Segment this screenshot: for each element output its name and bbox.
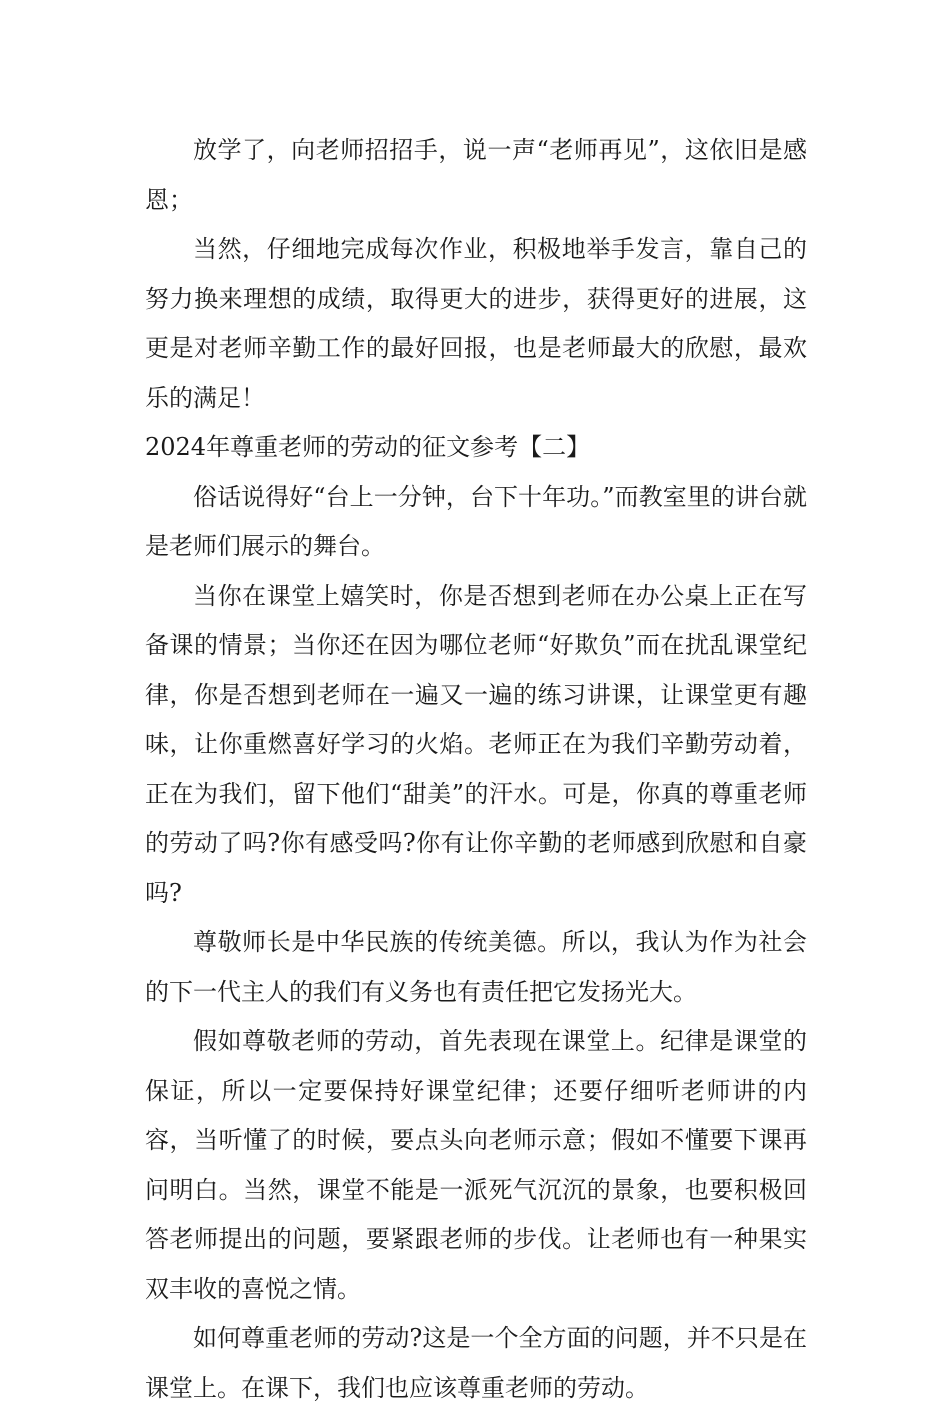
paragraph-classroom: 当你在课堂上嬉笑时，你是否想到老师在办公桌上正在写备课的情景；当你还在因为哪位老师“好欺负”而在扰乱课堂纪律，你是否想到老师在一遍又一遍的练习讲课，让课堂更有趣味，让你重燃喜好学习的火焰。老师正在为我们辛勤劳动着，正在为我们，留下他们“甜美”的汗水。可是，你真的尊重老师的劳动了吗?你有感受吗?你有让你辛勤的老师感到欣慰和自豪吗? (145, 581, 807, 907)
paragraph-virtue: 尊敬师长是中华民族的传统美德。所以，我认为作为社会的下一代主人的我们有义务也有责任把它发扬光大。 (145, 928, 807, 1006)
paragraph-proverb: 俗话说得好“台上一分钟，台下十年功。”而教室里的讲台就是老师们展示的舞台。 (145, 482, 807, 560)
paragraph-after-class: 如何尊重老师的劳动?这是一个全方面的问题，并不只是在课堂上。在课下，我们也应该尊重老师的劳动。 (145, 1324, 807, 1402)
paragraph-farewell: 放学了，向老师招招手，说一声“老师再见”，这依旧是感恩； (145, 136, 807, 214)
document-body (145, 126, 807, 1413)
paragraph-discipline: 假如尊敬老师的劳动，首先表现在课堂上。纪律是课堂的保证，所以一定要保持好课堂纪律；还要仔细听老师讲的内容，当听懂了的时候，要点头向老师示意；假如不懂要下课再问明白。当然，课堂不能是一派死气沉沉的景象，也要积极回答老师提出的问题，要紧跟老师的步伐。让老师也有一种果实双丰收的喜悦之情。 (145, 1027, 807, 1303)
section-title: 2024年尊重老师的劳动的征文参考【二】 (145, 433, 591, 461)
paragraph-homework: 当然，仔细地完成每次作业，积极地举手发言，靠自己的努力换来理想的成绩，取得更大的进步，获得更好的进展，这更是对老师辛勤工作的最好回报，也是老师最大的欣慰，最欢乐的满足！ (145, 235, 807, 412)
